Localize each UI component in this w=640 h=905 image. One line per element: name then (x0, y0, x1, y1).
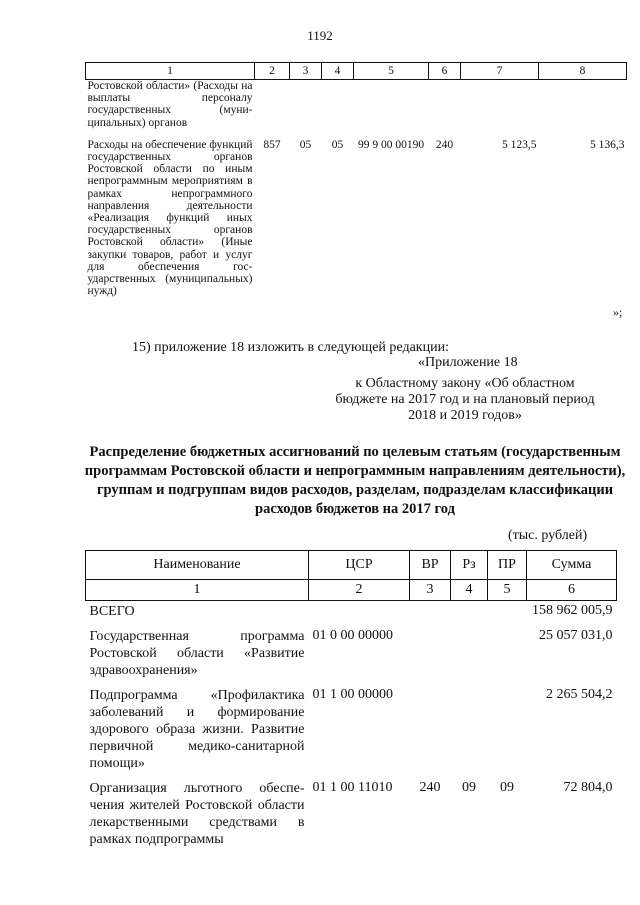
col-number-2: 2 (309, 580, 410, 601)
col-number-5: 5 (488, 580, 527, 601)
header-rz: Рз (451, 551, 488, 580)
row-name: Организация льготного обеспечения жителей Ростовской области лекарственными средствами в рамках подпрограммы (89, 781, 305, 847)
row-rz: 09 (462, 780, 476, 795)
closing-quote: »; (613, 305, 623, 319)
header-sum: Сумма (527, 551, 617, 580)
col-number-5: 5 (354, 63, 429, 80)
row-cell (255, 80, 290, 139)
col-number-7: 7 (461, 63, 539, 80)
header-name: Наименование (86, 551, 309, 580)
row-cell (354, 80, 429, 139)
row-pr (488, 626, 527, 685)
row-vr (410, 626, 451, 685)
row-cell (461, 80, 539, 139)
col-number-6: 6 (527, 580, 617, 601)
col-number-6: 6 (429, 63, 461, 80)
col-number-3: 3 (290, 63, 322, 80)
row-cell (290, 80, 322, 139)
row-sum: 72 804,0 (563, 780, 613, 795)
column-number-row (86, 63, 627, 80)
row-sum: 25 057 031,0 (539, 628, 613, 643)
row-pr: 09 (500, 780, 514, 795)
row-csr: 01 1 00 00000 (312, 687, 393, 702)
col-number-1: 1 (86, 63, 255, 80)
row-pr (488, 685, 527, 778)
header-row (86, 551, 617, 580)
col-number-3: 3 (410, 580, 451, 601)
row-cell: 5 123,5 (502, 138, 537, 151)
page-number: 1192 (307, 28, 333, 43)
table-row (86, 685, 617, 778)
row-csr (309, 601, 410, 627)
row-cell: 240 (435, 138, 454, 151)
row-name: Расходы на обеспечение функций государственных органов Ростовской области по иным непрограммным мероприятиям в рамках непрограммного направления деятельности «Реализация функций иных государственных органов Ростовской области» (Иные закупки товаров, работ и услуг для обеспечения государственных (муниципальных) нужд) (87, 138, 253, 298)
header-vr: ВР (410, 551, 451, 580)
row-cell: 99 9 00 00190 (357, 138, 425, 151)
row-vr (410, 685, 451, 778)
row-cell (429, 80, 461, 139)
row-csr: 01 1 00 11010 (312, 780, 393, 795)
table-row (86, 778, 617, 854)
row-cell: 857 (263, 138, 281, 151)
row-sum: 2 265 504,2 (546, 687, 613, 702)
row-csr: 01 0 00 00000 (312, 628, 393, 643)
row-sum: 158 962 005,9 (532, 603, 613, 618)
appendix-subtitle: к Областному закону «Об областном бюджете на 2017 год и на плановый период 2018 и 2019 годов» (335, 376, 595, 423)
row-cell: 05 (299, 138, 312, 151)
table-row (86, 139, 627, 298)
row-name: Ростовской области» (Расходы на выплаты персоналу государственных (муниципальных) органов (87, 80, 253, 129)
table-row (86, 626, 617, 685)
continuation-table (85, 62, 627, 297)
column-number-row (86, 580, 617, 601)
table-row (86, 601, 617, 627)
row-vr (410, 601, 451, 627)
row-cell (539, 80, 627, 139)
row-cell (322, 80, 354, 139)
col-number-8: 8 (539, 63, 627, 80)
units-note: (тыс. рублей) (508, 528, 588, 543)
row-vr: 240 (419, 780, 441, 795)
table-row (86, 80, 627, 139)
col-number-4: 4 (322, 63, 354, 80)
row-cell: 5 136,3 (590, 138, 625, 151)
header-pr: ПР (488, 551, 527, 580)
row-name: ВСЕГО (89, 604, 135, 619)
row-rz (451, 685, 488, 778)
amendment-paragraph: 15) приложение 18 изложить в следующей редакции: (132, 340, 449, 355)
row-rz (451, 626, 488, 685)
header-csr: ЦСР (309, 551, 410, 580)
row-cell: 05 (331, 138, 344, 151)
row-name: Государственная программа Ростовской области «Развитие здравоохранения» (89, 629, 305, 678)
row-pr (488, 601, 527, 627)
appendix-title: «Приложение 18 (418, 355, 518, 370)
col-number-4: 4 (451, 580, 488, 601)
budget-table (85, 550, 617, 854)
col-number-2: 2 (255, 63, 290, 80)
row-name: Подпрограмма «Профилактика заболеваний и формирование здорового образа жизни. Развитие первичной медико-санитарной помощи» (89, 688, 305, 771)
col-number-1: 1 (86, 580, 309, 601)
row-rz (451, 601, 488, 627)
section-heading: Распределение бюджетных ассигнований по целевым статьям (государственным программам Ростовской области и непрограммным направлениям деятельности), группам и подгруппам видов расходов, разделам, подразделам классификации расходов бюджетов на 2017 год (84, 444, 626, 517)
